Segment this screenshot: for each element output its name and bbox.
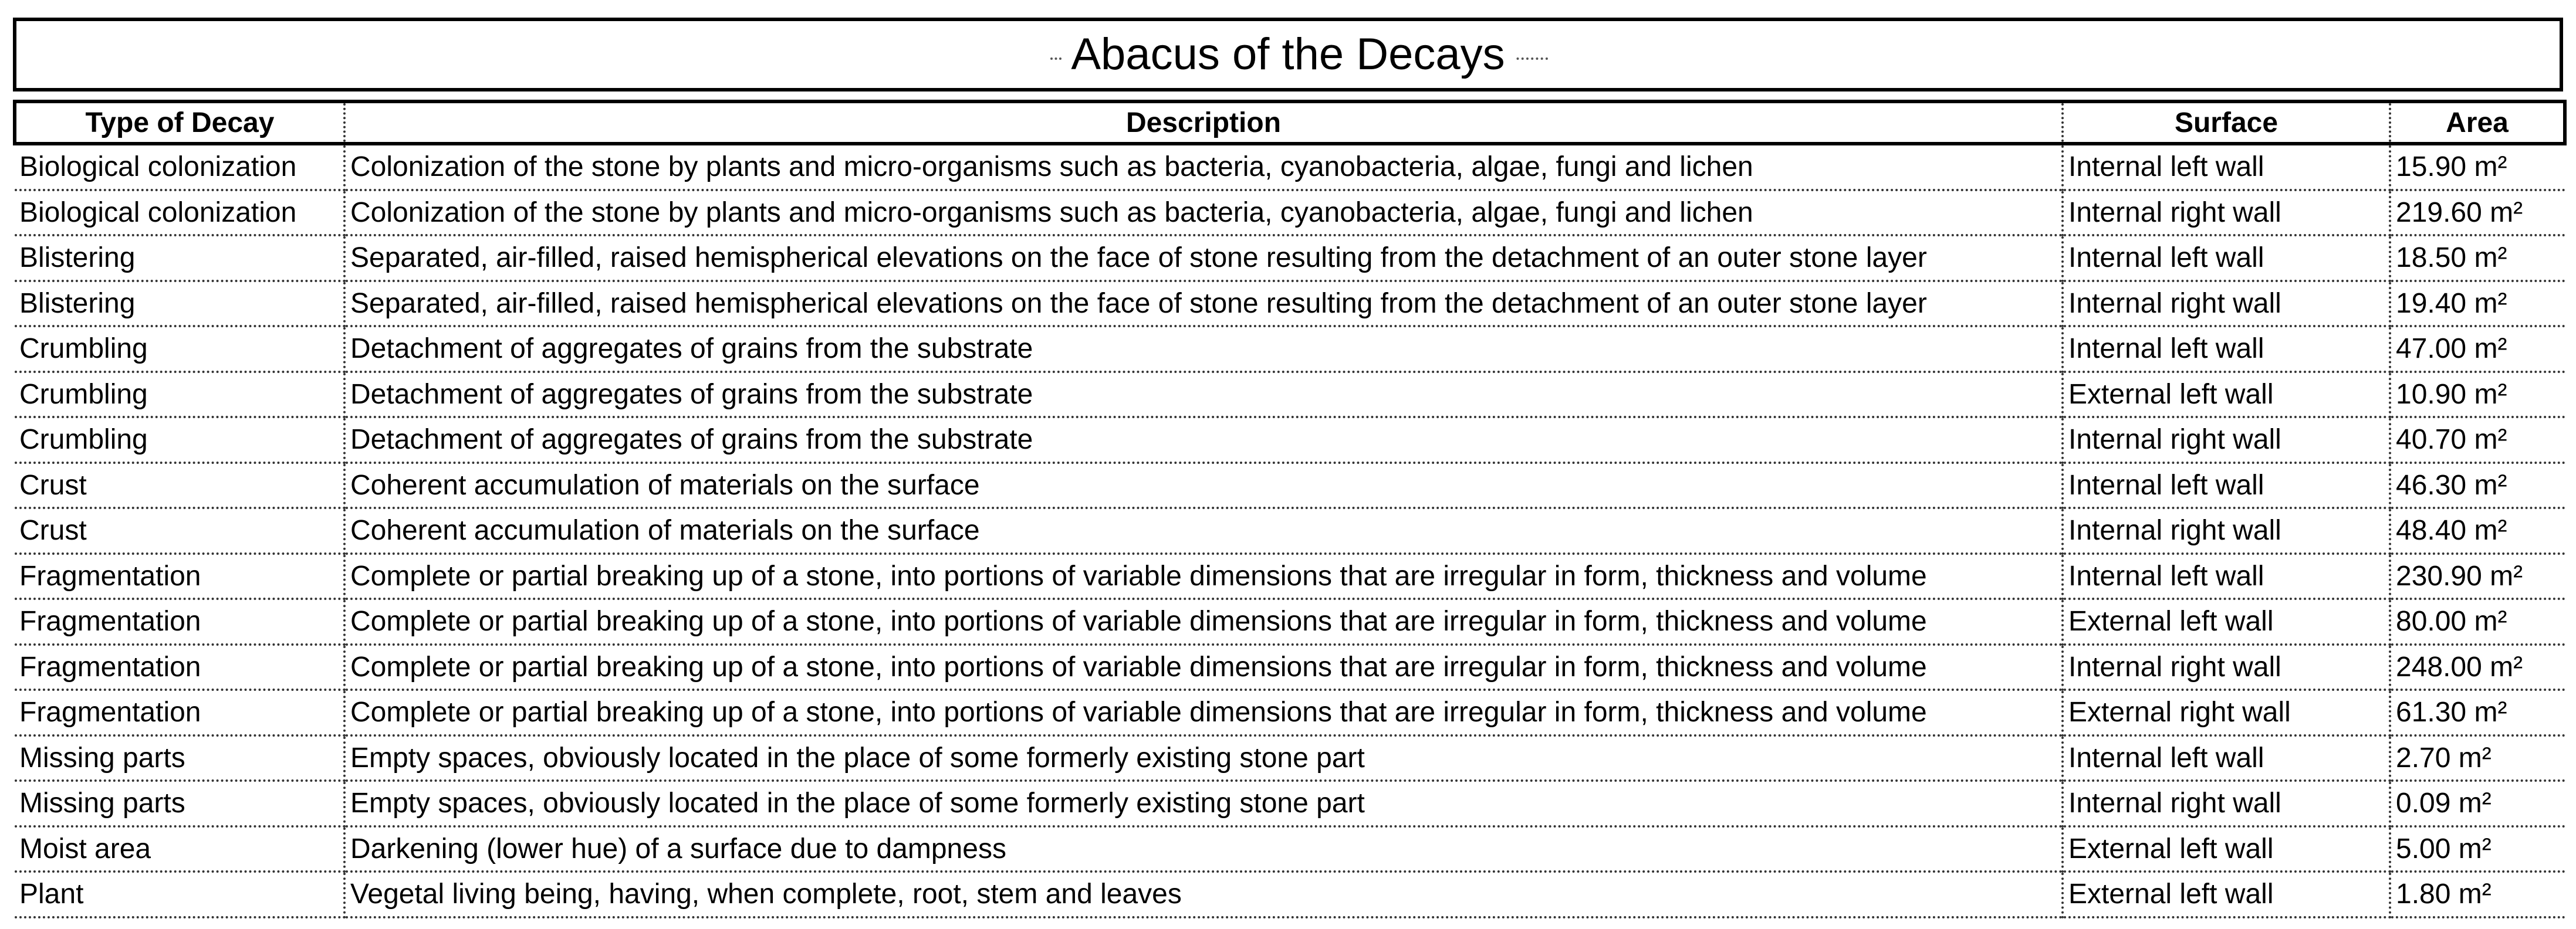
header-surface[interactable]: Surface — [2063, 101, 2390, 144]
cell-type-of-decay[interactable]: Missing parts — [15, 781, 344, 826]
table-body — [15, 144, 2565, 917]
cell-description[interactable]: Colonization of the stone by plants and micro-organisms such as bacteria, cyanobacteria, algae, fungi and lichen — [344, 190, 2063, 236]
header-area[interactable]: Area — [2390, 101, 2565, 144]
cell-surface[interactable]: Internal right wall — [2063, 417, 2390, 463]
cell-type-of-decay[interactable]: Moist area — [15, 826, 344, 872]
cell-description[interactable]: Vegetal living being, having, when complete, root, stem and leaves — [344, 872, 2063, 917]
cell-type-of-decay[interactable]: Plant — [15, 872, 344, 917]
table-row[interactable] — [15, 417, 2565, 463]
table-row[interactable] — [15, 826, 2565, 872]
cell-type-of-decay[interactable]: Blistering — [15, 235, 344, 281]
cell-description[interactable]: Darkening (lower hue) of a surface due to dampness — [344, 826, 2063, 872]
cell-description[interactable]: Separated, air-filled, raised hemispherical elevations on the face of stone resulting from the detachment of an outer stone layer — [344, 235, 2063, 281]
cell-description[interactable]: Coherent accumulation of materials on the surface — [344, 508, 2063, 554]
table-row[interactable] — [15, 326, 2565, 372]
cell-surface[interactable]: Internal right wall — [2063, 781, 2390, 826]
cell-area[interactable]: 40.70 m² — [2390, 417, 2565, 463]
cell-type-of-decay[interactable]: Missing parts — [15, 735, 344, 781]
cell-surface[interactable]: External left wall — [2063, 872, 2390, 917]
cell-description[interactable]: Complete or partial breaking up of a stone, into portions of variable dimensions that are irregular in form, thickness and volume — [344, 690, 2063, 735]
cell-description[interactable]: Complete or partial breaking up of a stone, into portions of variable dimensions that are irregular in form, thickness and volume — [344, 599, 2063, 645]
cell-type-of-decay[interactable]: Fragmentation — [15, 645, 344, 690]
decay-schedule — [13, 18, 2563, 918]
table-row[interactable] — [15, 554, 2565, 599]
table-row[interactable] — [15, 690, 2565, 735]
table-row[interactable] — [15, 281, 2565, 327]
cell-type-of-decay[interactable]: Biological colonization — [15, 190, 344, 236]
cell-area[interactable]: 80.00 m² — [2390, 599, 2565, 645]
table-row[interactable] — [15, 599, 2565, 645]
cell-description[interactable]: Empty spaces, obviously located in the place of some formerly existing stone part — [344, 735, 2063, 781]
cell-type-of-decay[interactable]: Fragmentation — [15, 599, 344, 645]
decay-table — [13, 100, 2567, 918]
cell-surface[interactable]: External right wall — [2063, 690, 2390, 735]
schedule-title-box[interactable] — [13, 18, 2563, 91]
cell-surface[interactable]: Internal right wall — [2063, 190, 2390, 236]
cell-area[interactable]: 18.50 m² — [2390, 235, 2565, 281]
cell-description[interactable]: Separated, air-filled, raised hemispherical elevations on the face of stone resulting from the detachment of an outer stone layer — [344, 281, 2063, 327]
table-row[interactable] — [15, 235, 2565, 281]
cell-description[interactable]: Empty spaces, obviously located in the place of some formerly existing stone part — [344, 781, 2063, 826]
cell-surface[interactable]: External left wall — [2063, 826, 2390, 872]
cell-type-of-decay[interactable]: Biological colonization — [15, 144, 344, 190]
cell-description[interactable]: Complete or partial breaking up of a stone, into portions of variable dimensions that are irregular in form, thickness and volume — [344, 554, 2063, 599]
cell-area[interactable]: 5.00 m² — [2390, 826, 2565, 872]
cell-type-of-decay[interactable]: Crust — [15, 508, 344, 554]
cell-area[interactable]: 248.00 m² — [2390, 645, 2565, 690]
cell-area[interactable]: 46.30 m² — [2390, 463, 2565, 508]
header-row — [15, 101, 2565, 144]
cell-description[interactable]: Complete or partial breaking up of a stone, into portions of variable dimensions that are irregular in form, thickness and volume — [344, 645, 2063, 690]
cell-area[interactable]: 219.60 m² — [2390, 190, 2565, 236]
cell-surface[interactable]: External left wall — [2063, 372, 2390, 418]
cell-area[interactable]: 47.00 m² — [2390, 326, 2565, 372]
table-row[interactable] — [15, 735, 2565, 781]
cell-description[interactable]: Detachment of aggregates of grains from the substrate — [344, 326, 2063, 372]
table-row[interactable] — [15, 190, 2565, 236]
table-row[interactable] — [15, 372, 2565, 418]
cell-area[interactable]: 48.40 m² — [2390, 508, 2565, 554]
cell-type-of-decay[interactable]: Crumbling — [15, 417, 344, 463]
cell-area[interactable]: 1.80 m² — [2390, 872, 2565, 917]
cell-description[interactable]: Detachment of aggregates of grains from the substrate — [344, 372, 2063, 418]
table-row[interactable] — [15, 463, 2565, 508]
cell-surface[interactable]: Internal left wall — [2063, 554, 2390, 599]
cell-surface[interactable]: External left wall — [2063, 599, 2390, 645]
cell-description[interactable]: Coherent accumulation of materials on the surface — [344, 463, 2063, 508]
cell-description[interactable]: Detachment of aggregates of grains from the substrate — [344, 417, 2063, 463]
cell-surface[interactable]: Internal left wall — [2063, 235, 2390, 281]
cell-surface[interactable]: Internal left wall — [2063, 326, 2390, 372]
cell-description[interactable]: Colonization of the stone by plants and micro-organisms such as bacteria, cyanobacteria, algae, fungi and lichen — [344, 144, 2063, 190]
cell-type-of-decay[interactable]: Crumbling — [15, 326, 344, 372]
table-row[interactable] — [15, 144, 2565, 190]
cell-type-of-decay[interactable]: Blistering — [15, 281, 344, 327]
cell-area[interactable]: 230.90 m² — [2390, 554, 2565, 599]
table-row[interactable] — [15, 872, 2565, 917]
cell-area[interactable]: 15.90 m² — [2390, 144, 2565, 190]
cell-type-of-decay[interactable]: Fragmentation — [15, 690, 344, 735]
table-row[interactable] — [15, 645, 2565, 690]
cell-type-of-decay[interactable]: Crust — [15, 463, 344, 508]
table-row[interactable] — [15, 781, 2565, 826]
cell-area[interactable]: 0.09 m² — [2390, 781, 2565, 826]
cell-area[interactable]: 10.90 m² — [2390, 372, 2565, 418]
table-row[interactable] — [15, 508, 2565, 554]
cell-surface[interactable]: Internal left wall — [2063, 144, 2390, 190]
header-description[interactable]: Description — [344, 101, 2063, 144]
cell-surface[interactable]: Internal right wall — [2063, 508, 2390, 554]
cell-type-of-decay[interactable]: Fragmentation — [15, 554, 344, 599]
cell-surface[interactable]: Internal left wall — [2063, 735, 2390, 781]
cell-type-of-decay[interactable]: Crumbling — [15, 372, 344, 418]
cell-area[interactable]: 61.30 m² — [2390, 690, 2565, 735]
cell-area[interactable]: 19.40 m² — [2390, 281, 2565, 327]
cell-surface[interactable]: Internal right wall — [2063, 645, 2390, 690]
cell-area[interactable]: 2.70 m² — [2390, 735, 2565, 781]
cell-surface[interactable]: Internal right wall — [2063, 281, 2390, 327]
schedule-title: Abacus of the Decays — [1061, 32, 1514, 77]
cell-surface[interactable]: Internal left wall — [2063, 463, 2390, 508]
header-type-of-decay[interactable]: Type of Decay — [15, 101, 344, 144]
